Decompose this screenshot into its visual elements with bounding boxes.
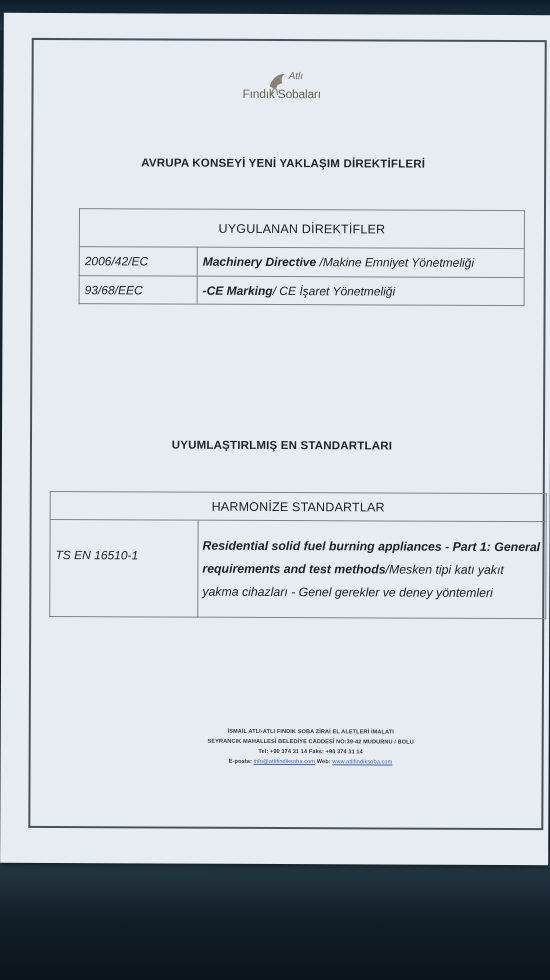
footer-company-name: İSMAİL ATLI-ATLI FINDIK SOBA ZİRAİ EL ALETLERİ İMALATI <box>227 728 394 736</box>
footer-contact: E-posta: info@atlifindiksoba.com Web: www.atlifindiksoba.com <box>228 758 393 766</box>
standards-table-header: HARMONİZE STANDARTLAR <box>50 492 546 522</box>
standards-table <box>49 491 547 619</box>
footer-address: SEYRANCIK MAHALLESİ BELEDİYE CADDESİ NO:39-42 MUDURNU / BOLU <box>207 738 414 746</box>
section2-title: UYUMLAŞTIRLMIŞ EN STANDARTLARI <box>171 439 393 453</box>
table-row <box>50 520 546 619</box>
table-row <box>79 276 524 306</box>
standard-description: Residential solid fuel burning appliances - Part 1: General requirements and test methods/Mesken tipi katı yakıt yakma cihazları - Genel gerekler ve deney yöntemleri <box>198 520 546 619</box>
standard-code: TS EN 16510-1 <box>50 520 198 618</box>
logo-brand: Atlı <box>288 71 304 83</box>
section1-title: AVRUPA KONSEYİ YENİ YAKLAŞIM DİREKTİFLERİ <box>141 157 426 171</box>
email-link[interactable]: info@atlifindiksoba.com <box>253 758 316 766</box>
directive-description: Machinery Directive /Makine Emniyet Yönetmeliği <box>197 247 524 277</box>
directives-table <box>79 208 525 306</box>
directives-table-header: UYGULANAN DİREKTİFLER <box>79 209 524 249</box>
website-link[interactable]: www.atlifindiksoba.com <box>332 759 393 766</box>
directive-description: -CE Marking/ CE İşaret Yönetmeliği <box>197 276 524 305</box>
company-footer <box>161 726 461 767</box>
footer-phone: Tel: +90 374 31 14 Faks: +90 374 31 14 <box>258 748 363 756</box>
document-page <box>0 13 550 865</box>
background-bottom <box>0 850 550 980</box>
logo-name: Fındık Sobaları <box>242 86 321 102</box>
table-row <box>79 247 524 278</box>
company-logo <box>239 68 359 109</box>
directive-code: 93/68/EEC <box>79 276 197 305</box>
directive-code: 2006/42/EC <box>79 247 197 277</box>
